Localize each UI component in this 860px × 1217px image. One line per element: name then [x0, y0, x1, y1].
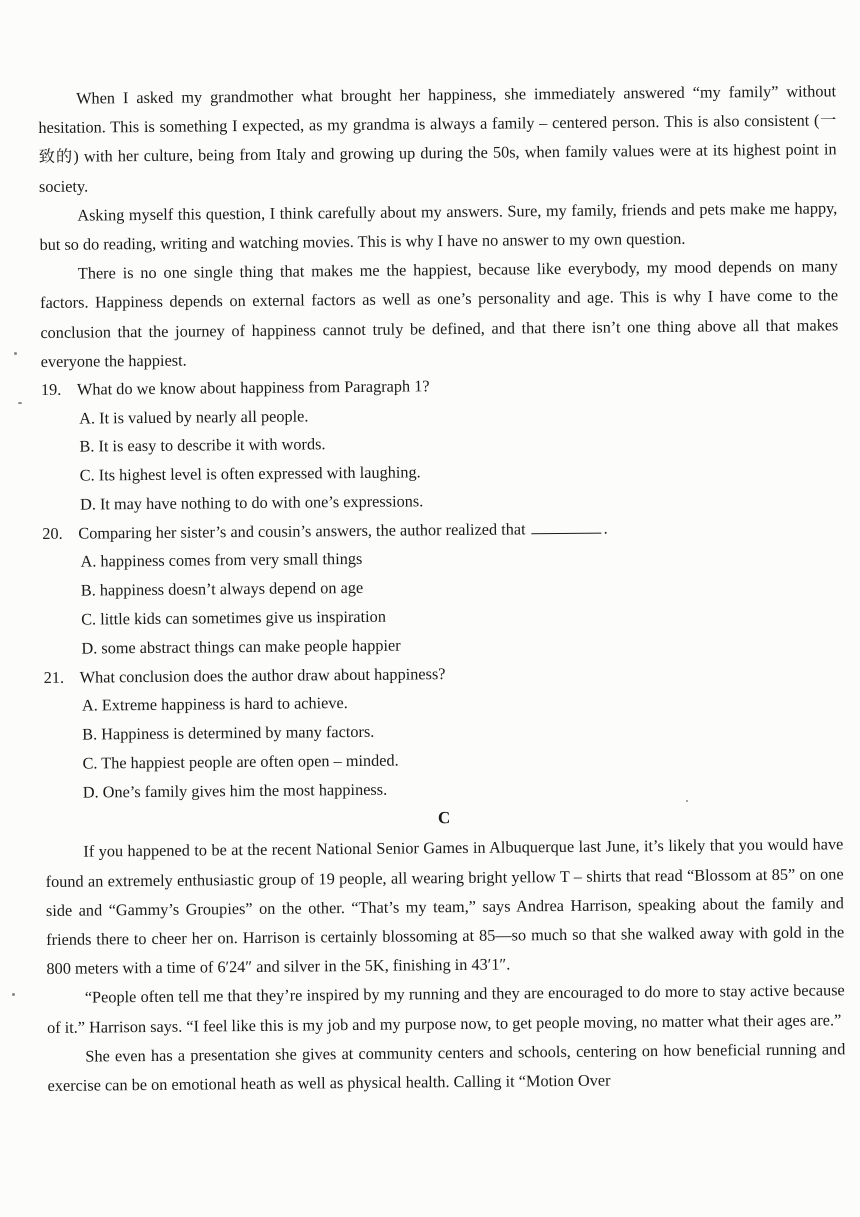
question-number: 20. [42, 523, 63, 543]
answer-option: C. little kids can sometimes give us inspiration [81, 606, 387, 629]
section-heading: C [437, 808, 451, 828]
answer-option: B. Happiness is determined by many factors. [82, 721, 375, 744]
passage-paragraph: She even has a presentation she gives at community centers and schools, centering on how beneficial running and exercise can be on emotional heath as well as physical health. Calling it “Motion Over [47, 1039, 846, 1095]
answer-option: C. The happiest people are often open – minded. [82, 750, 399, 773]
answer-option: A. happiness comes from very small things [80, 549, 363, 572]
question-19 [41, 368, 840, 519]
scan-speck [18, 402, 22, 404]
question-text: Comparing her sister’s and cousin’s answers, the author realized that [78, 519, 526, 543]
answer-option: C. Its highest level is often expressed with laughing. [79, 462, 421, 485]
question-20 [42, 512, 841, 663]
scan-speck [14, 352, 17, 355]
answer-option: D. It may have nothing to do with one’s expressions. [79, 491, 424, 514]
answer-blank [531, 516, 601, 534]
passage-paragraph: If you happened to be at the recent National Senior Games in Albuquerque last June, it’s likely that you would have found an extremely enthusiastic group of 19 people, all wearing bright yellow T – shirts that read “Blossom at 85” on one side and “Gammy’s Groupies” on the other. “That’s my team,” says Andrea Harrison, speaking about the family and friends there to cheer her on. Harrison is certainly blossoming at 85—so much so that she walked away with gold in the 800 meters with a time of 6′24″ and silver in the 5K, finishing in 43′1″. [45, 834, 845, 979]
question-text-end: . [603, 518, 608, 538]
question-21 [44, 656, 843, 807]
passage-paragraph: Asking myself this question, I think carefully about my answers. Sure, my family, friends and pets make me happy, but so do reading, writing and watching movies. This is why I have no answer to my own question. [39, 198, 838, 255]
scan-speck [686, 800, 688, 802]
answer-option: A. Extreme happiness is hard to achieve. [81, 693, 348, 715]
scan-speck [12, 993, 15, 996]
question-text: What do we know about happiness from Paragraph 1? [76, 376, 430, 399]
page-content [38, 76, 846, 1100]
answer-option: D. One’s family gives him the most happiness. [82, 779, 388, 802]
question-number: 21. [43, 667, 65, 687]
passage-paragraph: When I asked my grandmother what brought her happiness, she immediately answered “my family” without hesitation. This is something I expected, as my grandma is always a family – centered person. This is also consistent (一致的) with her culture, being from Italy and growing up during the 50s, when family values were at its highest point in society. [38, 81, 837, 196]
answer-option: B. happiness doesn’t always depend on age [80, 578, 364, 600]
question-text: What conclusion does the author draw about happiness? [79, 663, 446, 687]
question-number: 19. [40, 379, 62, 400]
answer-option: D. some abstract things can make people happier [81, 635, 401, 658]
answer-option: B. It is easy to describe it with words. [79, 434, 326, 457]
passage-paragraph: “People often tell me that they’re inspired by my running and they are encouraged to do more to stay active because of it.” Harrison says. “I feel like this is my job and my purpose now, to get people moving, no matter what their ages are.” [46, 980, 845, 1037]
answer-option: A. It is valued by nearly all people. [79, 406, 309, 428]
passage-paragraph: There is no one single thing that makes me the happiest, because like everybody, my mood depends on many factors. Happiness depends on external factors as well as one’s personality and age. This is why I have come to the conclusion that the journey of happiness cannot truly be defined, and that there isn’t one thing above all that makes everyone the happiest. [40, 256, 839, 371]
